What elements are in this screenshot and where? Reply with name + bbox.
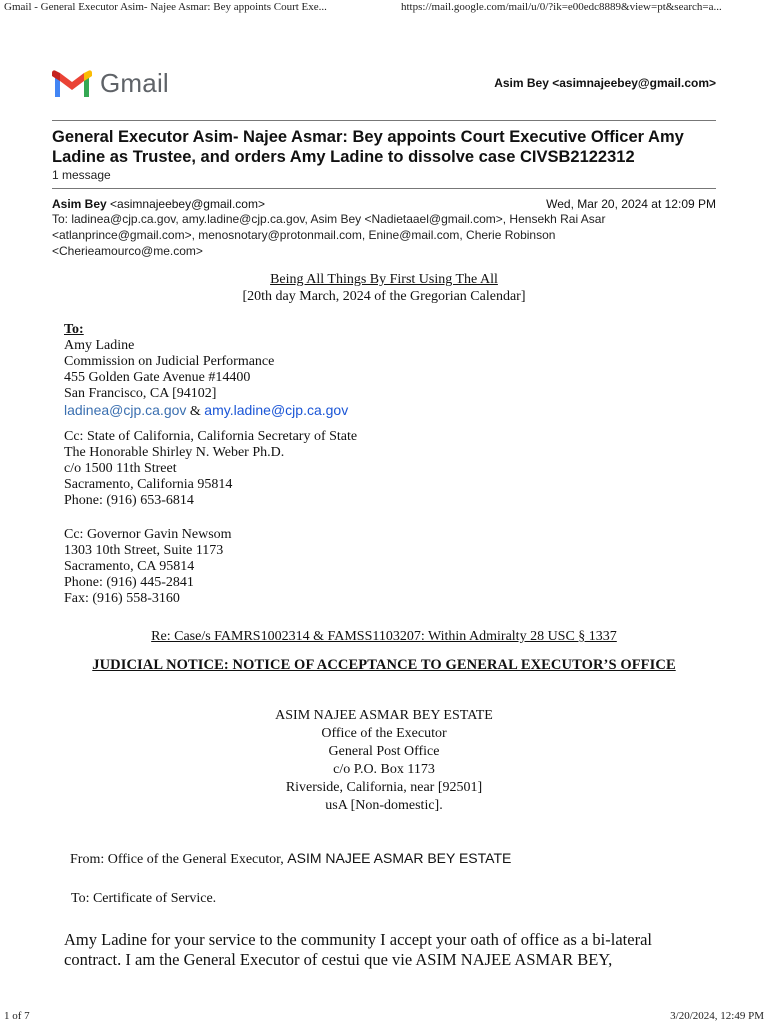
estate-line: ASIM NAJEE ASMAR BEY ESTATE bbox=[275, 708, 493, 723]
recipients-line-2: <atlanprince@gmail.com>, menosnotary@protonmail.com, Enine@mail.com, Cherie Robinson bbox=[52, 228, 556, 242]
gmail-wordmark: Gmail bbox=[100, 68, 169, 98]
account-identity: Asim Bey <asimnajeebey@gmail.com> bbox=[494, 76, 716, 90]
cc-line: Sacramento, CA 95814 bbox=[64, 559, 195, 574]
estate-line: c/o P.O. Box 1173 bbox=[333, 762, 435, 777]
print-timestamp: 3/20/2024, 12:49 PM bbox=[670, 1010, 764, 1022]
message-sender-row bbox=[52, 197, 716, 211]
address-line: San Francisco, CA [94102] bbox=[64, 386, 217, 401]
notice-title: JUDICIAL NOTICE: NOTICE OF ACCEPTANCE TO GENERAL EXECUTOR’S OFFICE bbox=[92, 657, 676, 673]
message-date: Wed, Mar 20, 2024 at 12:09 PM bbox=[546, 197, 716, 211]
to-address-block bbox=[64, 322, 348, 420]
letter-heading: Being All Things By First Using The All bbox=[270, 272, 498, 287]
message-count: 1 message bbox=[52, 168, 111, 182]
email-link-ladinea[interactable]: ladinea@cjp.ca.gov bbox=[64, 402, 187, 418]
to-label: To: bbox=[64, 322, 84, 337]
cc-line: c/o 1500 11th Street bbox=[64, 461, 177, 476]
estate-line: usA [Non-domestic]. bbox=[325, 798, 443, 813]
address-line: Amy Ladine bbox=[64, 338, 135, 353]
estate-line: Office of the Executor bbox=[321, 726, 447, 741]
cc-line: Cc: State of California, California Secretary of State bbox=[64, 429, 358, 444]
address-line: Commission on Judicial Performance bbox=[64, 354, 275, 369]
cc-line: Fax: (916) 558-3160 bbox=[64, 591, 180, 606]
estate-line: General Post Office bbox=[328, 744, 440, 759]
header-divider bbox=[52, 120, 716, 121]
thread-subject bbox=[52, 127, 722, 167]
ampersand: & bbox=[189, 404, 201, 419]
closing-line-1: Amy Ladine for your service to the community I accept your oath of office as a bi-lateral bbox=[64, 930, 652, 949]
cc-secretary-block bbox=[64, 429, 357, 509]
cc-line: Phone: (916) 653-6814 bbox=[64, 493, 194, 508]
print-footer bbox=[0, 1008, 768, 1024]
recipients-line-1: To: ladinea@cjp.ca.gov, amy.ladine@cjp.ca.gov, Asim Bey <Nadietaael@gmail.com>, Hensekh Rai Asar bbox=[52, 212, 606, 226]
cc-governor-block bbox=[64, 527, 232, 607]
cc-line: Sacramento, California 95814 bbox=[64, 477, 233, 492]
email-link-amy-ladine[interactable]: amy.ladine@cjp.ca.gov bbox=[204, 402, 349, 418]
page-number: 1 of 7 bbox=[4, 1010, 30, 1022]
letter-date: [20th day March, 2024 of the Gregorian Calendar] bbox=[242, 289, 526, 304]
subject-line-1: General Executor Asim- Najee Asmar: Bey appoints Court Executive Officer Amy bbox=[52, 128, 684, 146]
cc-line: The Honorable Shirley N. Weber Ph.D. bbox=[64, 445, 285, 460]
closing-line-2: contract. I am the General Executor of cestui que vie ASIM NAJEE ASMAR BEY, bbox=[64, 950, 613, 969]
cc-line: Phone: (916) 445-2841 bbox=[64, 575, 194, 590]
sender-name: Asim Bey bbox=[52, 197, 107, 211]
email-links bbox=[64, 402, 348, 420]
estate-address-block bbox=[0, 707, 768, 815]
recipients-line-3: <Cherieamourco@me.com> bbox=[52, 244, 203, 258]
print-header bbox=[0, 0, 768, 16]
print-page-url: https://mail.google.com/mail/u/0/?ik=e00edc8889&view=pt&search=a... bbox=[401, 1, 722, 13]
print-page-title: Gmail - General Executor Asim- Najee Asmar: Bey appoints Court Exe... bbox=[4, 1, 327, 13]
sender-email: <asimnajeebey@gmail.com> bbox=[110, 197, 265, 211]
from-line bbox=[70, 850, 511, 868]
cc-line: 1303 10th Street, Suite 1173 bbox=[64, 543, 224, 558]
subject-line-2: Ladine as Trustee, and orders Amy Ladine to dissolve case CIVSB2122312 bbox=[52, 148, 635, 166]
re-case-line: Re: Case/s FAMRS1002314 & FAMSS1103207: Within Admiralty 28 USC § 1337 bbox=[151, 629, 617, 644]
gmail-logo bbox=[52, 68, 169, 99]
gmail-header bbox=[52, 64, 718, 104]
recipients bbox=[52, 211, 652, 259]
from-prefix: From: Office of the General Executor, bbox=[70, 852, 288, 867]
address-line: 455 Golden Gate Avenue #14400 bbox=[64, 370, 251, 385]
estate-line: Riverside, California, near [92501] bbox=[285, 780, 483, 795]
from-estate-name: ASIM NAJEE ASMAR BEY ESTATE bbox=[287, 850, 512, 866]
gmail-m-icon bbox=[52, 69, 92, 99]
subject-divider bbox=[52, 188, 716, 189]
cc-line: Cc: Governor Gavin Newsom bbox=[64, 527, 232, 542]
to-certificate-line: To: Certificate of Service. bbox=[71, 891, 217, 906]
closing-paragraph bbox=[64, 930, 724, 970]
